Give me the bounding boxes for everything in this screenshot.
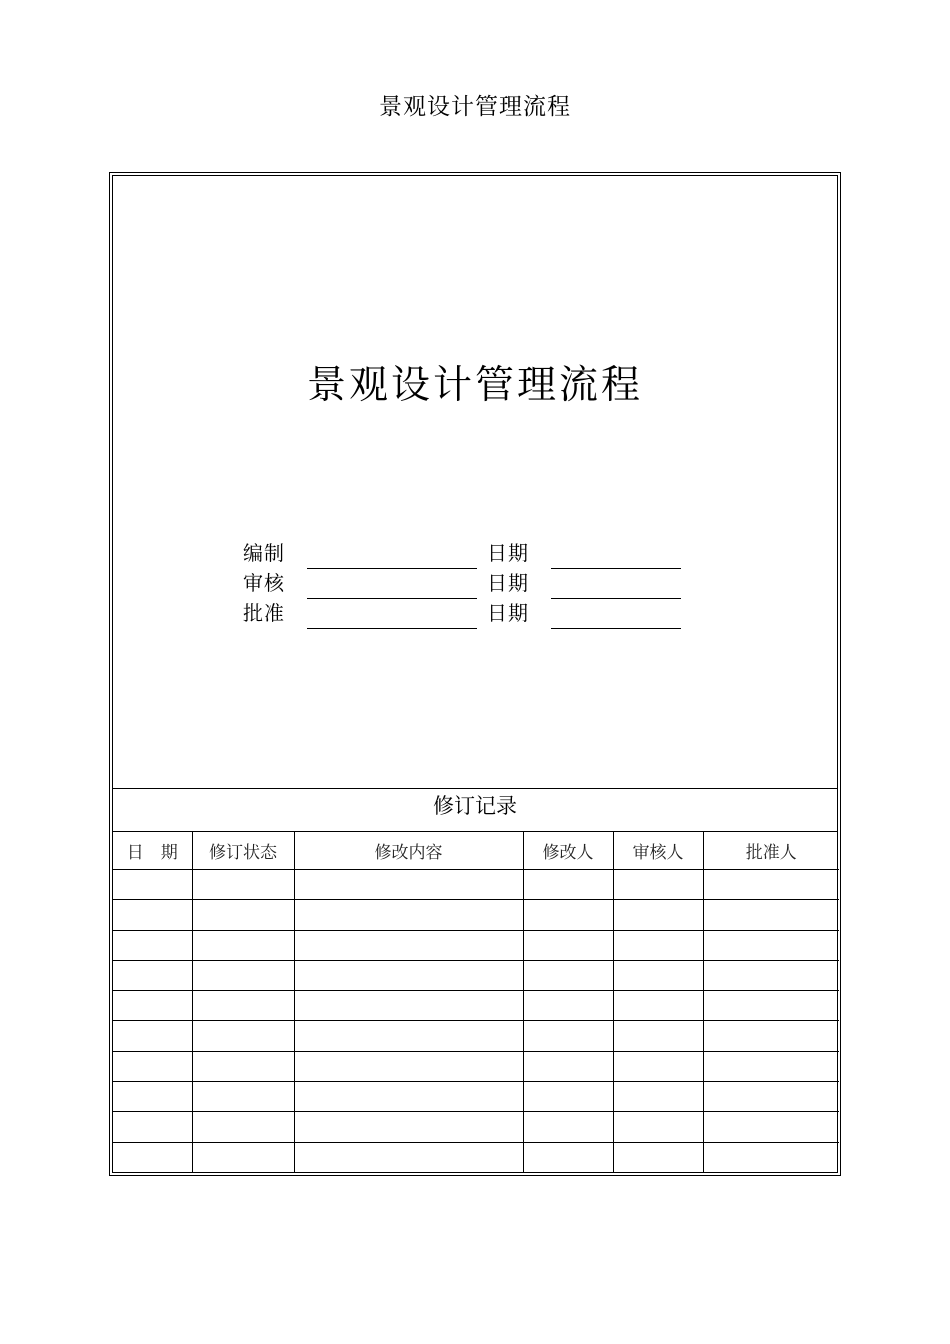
table-row [113,1082,839,1112]
cell-content[interactable] [294,870,523,900]
cell-date[interactable] [113,1051,192,1081]
cell-status[interactable] [192,1142,294,1172]
table-row [113,1051,839,1081]
cell-date[interactable] [113,930,192,960]
cell-status[interactable] [192,1082,294,1112]
cell-reviewer[interactable] [613,900,703,930]
cell-content[interactable] [294,900,523,930]
cell-reviewer[interactable] [613,870,703,900]
cell-content[interactable] [294,930,523,960]
cell-reviewer[interactable] [613,991,703,1021]
table-row [113,900,839,930]
cell-status[interactable] [192,900,294,930]
sign-line-review [307,598,477,599]
document-frame [109,172,841,1176]
table-row [113,960,839,990]
cell-date[interactable] [113,1021,192,1051]
cell-modifier[interactable] [523,930,613,960]
cell-date[interactable] [113,870,192,900]
cell-date[interactable] [113,1142,192,1172]
cell-modifier[interactable] [523,1082,613,1112]
sign-label-compile: 编制 [243,541,285,565]
cell-content[interactable] [294,1112,523,1142]
revision-table-header [113,832,839,870]
col-header-date: 日 期 [113,832,192,870]
table-row [113,1112,839,1142]
cell-status[interactable] [192,1112,294,1142]
sign-line-approve [307,628,477,629]
cell-content[interactable] [294,1142,523,1172]
cell-approver[interactable] [703,991,839,1021]
cell-modifier[interactable] [523,900,613,930]
cell-status[interactable] [192,930,294,960]
cell-date[interactable] [113,900,192,930]
table-row [113,930,839,960]
cell-reviewer[interactable] [613,1082,703,1112]
table-row [113,1021,839,1051]
col-header-content: 修改内容 [294,832,523,870]
revision-table [113,832,839,1172]
cell-reviewer[interactable] [613,960,703,990]
cell-reviewer[interactable] [613,1021,703,1051]
cell-modifier[interactable] [523,960,613,990]
cell-approver[interactable] [703,1021,839,1051]
cell-approver[interactable] [703,1051,839,1081]
cell-reviewer[interactable] [613,1112,703,1142]
cell-content[interactable] [294,1051,523,1081]
date-line-review [551,598,681,599]
table-row [113,1142,839,1172]
sign-label-review: 审核 [243,571,285,595]
date-label-approve: 日期 [487,601,529,625]
col-header-reviewer: 审核人 [613,832,703,870]
cell-approver[interactable] [703,930,839,960]
revision-table-body [113,870,839,1172]
cell-status[interactable] [192,1051,294,1081]
cell-date[interactable] [113,1112,192,1142]
cell-modifier[interactable] [523,1051,613,1081]
cell-content[interactable] [294,960,523,990]
sign-label-approve: 批准 [243,601,285,625]
date-line-compile [551,568,681,569]
table-row [113,870,839,900]
document-inner-frame [112,175,838,1173]
col-header-approver: 批准人 [703,832,839,870]
cell-modifier[interactable] [523,991,613,1021]
cell-status[interactable] [192,991,294,1021]
cell-content[interactable] [294,991,523,1021]
cell-status[interactable] [192,960,294,990]
cell-reviewer[interactable] [613,930,703,960]
date-line-approve [551,628,681,629]
cell-status[interactable] [192,1021,294,1051]
cell-date[interactable] [113,991,192,1021]
sign-line-compile [307,568,477,569]
cell-approver[interactable] [703,1142,839,1172]
cell-approver[interactable] [703,960,839,990]
cell-date[interactable] [113,1082,192,1112]
table-row [113,991,839,1021]
cell-status[interactable] [192,870,294,900]
cell-approver[interactable] [703,1082,839,1112]
col-header-status: 修订状态 [192,832,294,870]
cell-reviewer[interactable] [613,1051,703,1081]
cell-reviewer[interactable] [613,1142,703,1172]
cell-modifier[interactable] [523,1142,613,1172]
cell-approver[interactable] [703,900,839,930]
date-label-review: 日期 [487,571,529,595]
cell-modifier[interactable] [523,870,613,900]
cover-section [113,176,837,789]
cell-approver[interactable] [703,870,839,900]
revision-record-title: 修订记录 [113,788,837,832]
cell-modifier[interactable] [523,1021,613,1051]
cell-date[interactable] [113,960,192,990]
page-header-title: 景观设计管理流程 [379,94,571,120]
cell-approver[interactable] [703,1112,839,1142]
cell-content[interactable] [294,1021,523,1051]
col-header-modifier: 修改人 [523,832,613,870]
date-label-compile: 日期 [487,541,529,565]
cell-content[interactable] [294,1082,523,1112]
cover-title: 景观设计管理流程 [306,363,643,408]
cell-modifier[interactable] [523,1112,613,1142]
